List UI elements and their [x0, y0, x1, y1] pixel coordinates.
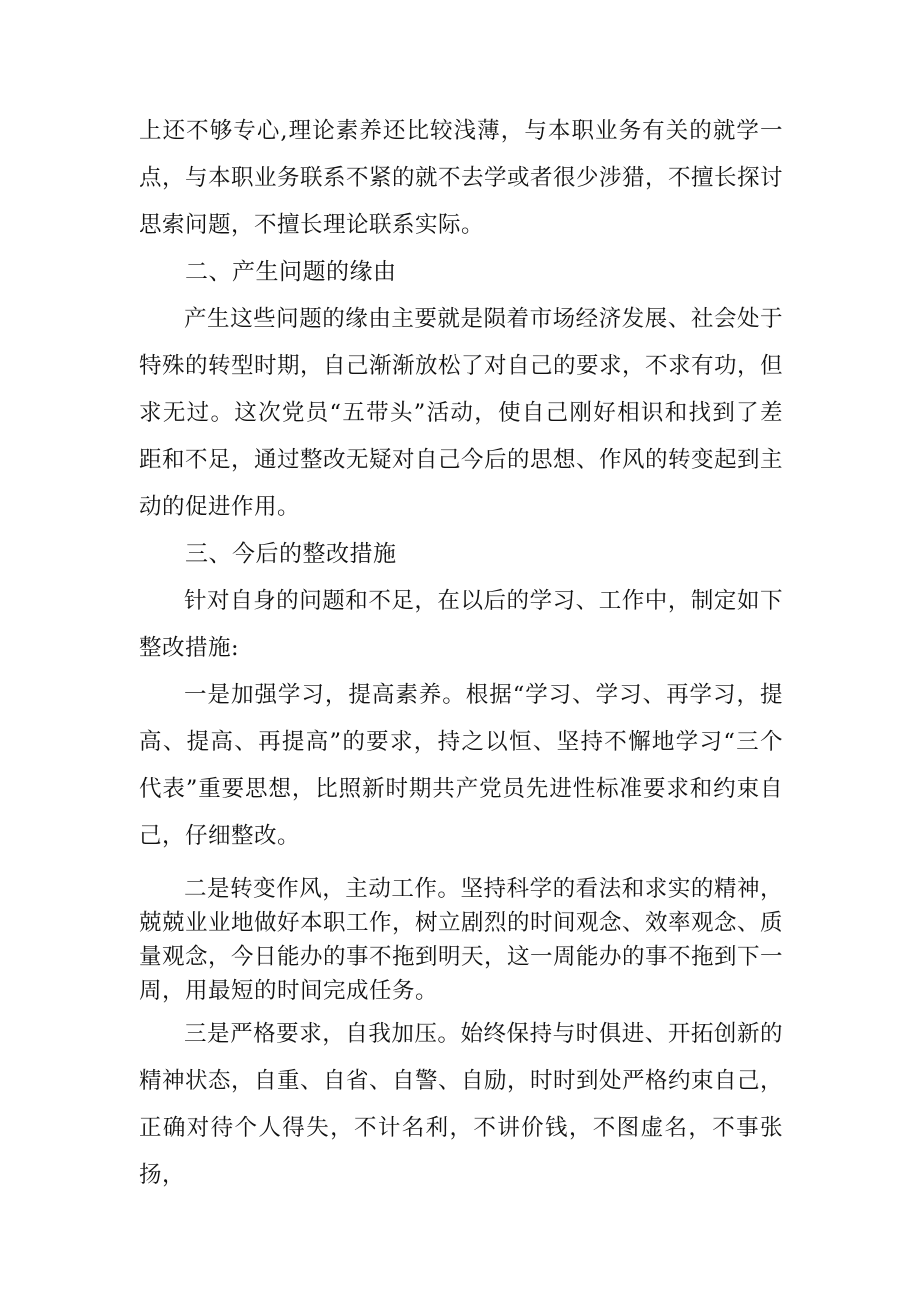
- section-heading-measures: 三、今后的整改措施: [185, 541, 397, 567]
- paragraph-measure-two: 二是转变作风，主动工作。坚持科学的看法和求实的精神，兢兢业业地做好本职工作，树立剧烈的时间观念、效率观念、质量观念，今日能办的事不拖到明天，这一周能办的事不拖到下一周，用最短的时间完成任务。: [139, 876, 784, 1004]
- document-page: [139, 108, 783, 1199]
- paragraph-measures-intro: 针对自身的问题和不足，在以后的学习、工作中，制定如下整改措施:: [139, 588, 783, 661]
- paragraph-intro-continued: 上还不够专心,理论素养还比较浅薄，与本职业务有关的就学一点，与本职业务联系不紧的就不去学或者很少涉猎，不擅长探讨思索问题，不擅长理论联系实际。: [139, 118, 784, 238]
- paragraph-measure-three: 三是严格要求，自我加压。始终保持与时俱进、开拓创新的精神状态，自重、自省、自警、自励，时时到处严格约束自己，正确对待个人得失，不计名利，不讲价钱，不图虚名，不事张扬，: [139, 1021, 784, 1188]
- paragraph-measure-one: 一是加强学习，提高素养。根据“学习、学习、再学习，提高、提高、再提高”的要求，持之以恒、坚持不懈地学习“三个代表”重要思想，比照新时期共产党员先进性标准要求和约束自己，仔细整改。: [139, 682, 783, 849]
- section-heading-causes: 二、产生问题的缘由: [185, 259, 397, 285]
- paragraph-causes: 产生这些问题的缘由主要就是陨着市场经济发展、社会处于特殊的转型时期，自己渐渐放松了对自己的要求，不求有功，但求无过。这次党员“五带头”活动，使自己刚好相识和找到了差距和不足，通过整改无疑对自己今后的思想、作风的转变起到主动的促进作用。: [139, 306, 784, 520]
